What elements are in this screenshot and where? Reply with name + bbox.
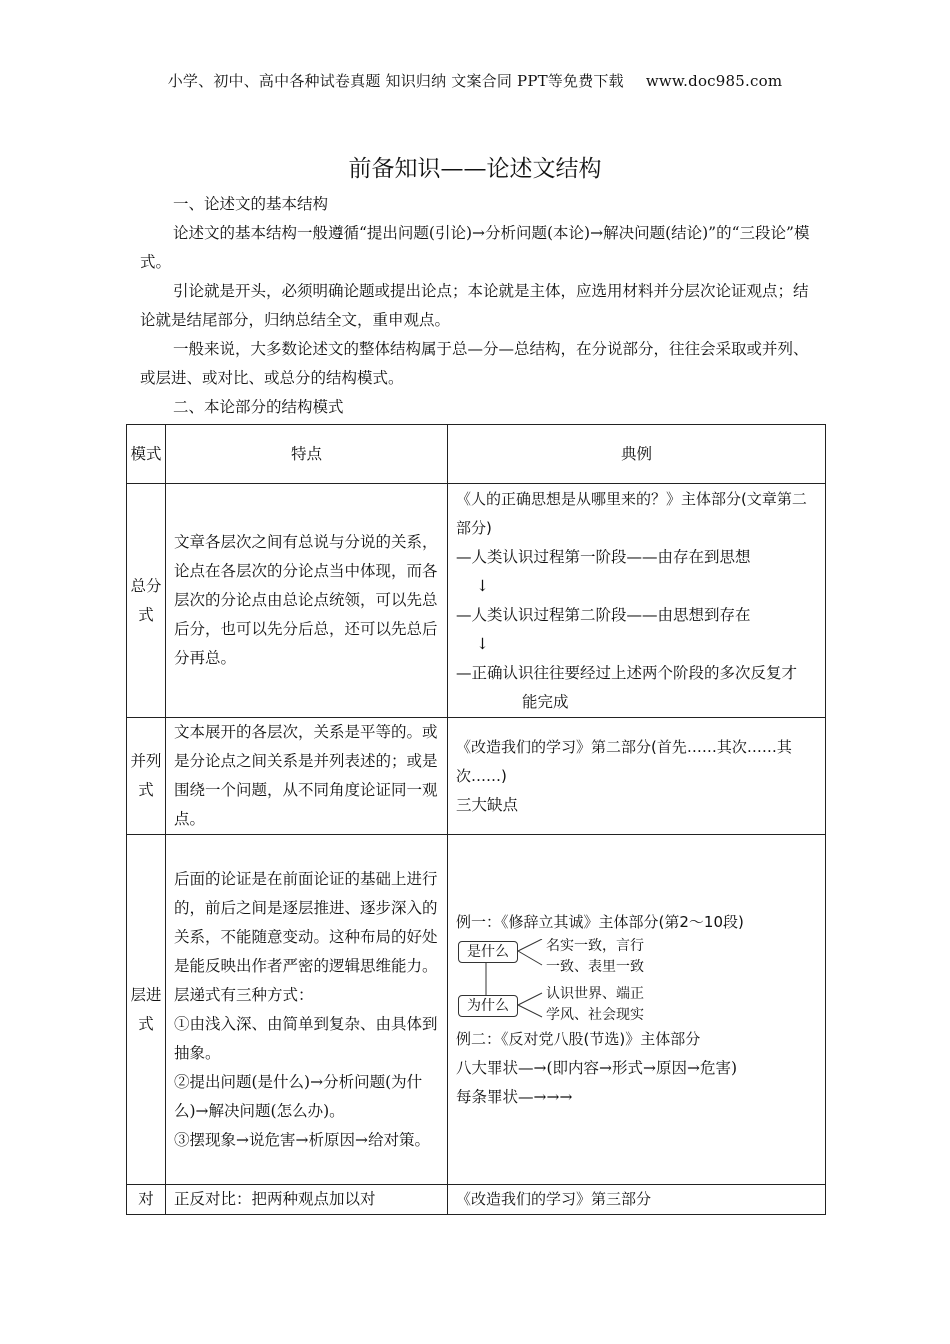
down-arrow-icon: ↓ bbox=[476, 576, 489, 595]
feature-cengjin-p1: 后面的论证是在前面论证的基础上进行的，前后之间是逐层推进、逐步深入的关系，不能随意变动。这种布局的好处是能反映出作者严密的逻辑思维能力。 bbox=[174, 869, 438, 975]
table-header-row bbox=[127, 425, 826, 484]
mode-zongfen: 总分式 bbox=[127, 484, 166, 718]
diagram-what-text2: 一致、表里一致 bbox=[546, 958, 644, 975]
table-row-zongfen bbox=[127, 484, 826, 718]
header-feature: 特点 bbox=[166, 425, 448, 484]
feature-cengjin-p5: ③摆现象→说危害→析原因→给对策。 bbox=[174, 1130, 430, 1149]
example-zongfen-line1: —人类认识过程第一阶段——由存在到思想 bbox=[456, 547, 751, 566]
table-row-binglie bbox=[127, 718, 826, 835]
section1-paragraph-1: 论述文的基本结构一般遵循“提出问题(引论)→分析问题(本论)→解决问题(结论)”的“三段论”模式。 bbox=[140, 224, 810, 271]
example-zongfen-line2: —人类认识过程第二阶段——由思想到存在 bbox=[456, 605, 751, 624]
example-zongfen bbox=[448, 484, 826, 718]
example-binglie bbox=[448, 718, 826, 835]
example-zongfen-line3a: —正确认识往往要经过上述两个阶段的多次反复才 bbox=[456, 663, 798, 682]
feature-cengjin-p3: ①由浅入深、由简单到复杂、由具体到抽象。 bbox=[174, 1014, 438, 1062]
diagram-what-text1: 名实一致，言行 bbox=[546, 937, 644, 954]
cengjin-diagram bbox=[456, 939, 817, 1023]
table-row-duibi bbox=[127, 1185, 826, 1215]
example-cengjin-ex2-line1: 八大罪状—→(即内容→形式→原因→危害) bbox=[456, 1058, 738, 1077]
example-zongfen-title: 《人的正确思想是从哪里来的？》主体部分(文章第二部分) bbox=[456, 489, 807, 537]
header-url[interactable]: www.doc985.com bbox=[645, 72, 783, 90]
diagram-box-what: 是什么 bbox=[458, 941, 518, 963]
down-arrow-icon: ↓ bbox=[476, 634, 489, 653]
example-cengjin bbox=[448, 835, 826, 1185]
feature-duibi: 正反对比：把两种观点加以对 bbox=[166, 1185, 448, 1215]
example-binglie-body: 三大缺点 bbox=[456, 795, 519, 814]
header-mode: 模式 bbox=[127, 425, 166, 484]
table-row-cengjin bbox=[127, 835, 826, 1185]
feature-cengjin-p2: 层递式有三种方式： bbox=[174, 985, 314, 1004]
section1-paragraph-2: 引论就是开头，必须明确论题或提出论点；本论就是主体，应选用材料并分层次论证观点；结论就是结尾部分，归纳总结全文，重申观点。 bbox=[140, 282, 809, 329]
feature-cengjin-p4: ②提出问题(是什么)→分析问题(为什么)→解决问题(怎么办)。 bbox=[174, 1072, 423, 1120]
header-example: 典例 bbox=[448, 425, 826, 484]
structure-table bbox=[126, 424, 826, 1215]
example-binglie-title: 《改造我们的学习》第二部分(首先……其次……其次……) bbox=[456, 737, 792, 785]
mode-cengjin: 层进式 bbox=[127, 835, 166, 1185]
feature-cengjin bbox=[166, 835, 448, 1185]
example-cengjin-ex2-line2: 每条罪状—→→→ bbox=[456, 1087, 573, 1106]
diagram-box-why: 为什么 bbox=[458, 995, 518, 1017]
example-cengjin-ex2-title: 例二：《反对党八股(节选)》主体部分 bbox=[456, 1029, 701, 1048]
example-duibi-title: 《改造我们的学习》第三部分 bbox=[448, 1185, 826, 1215]
feature-zongfen: 文章各层次之间有总说与分说的关系，论点在各层次的分论点当中体现，而各层次的分论点由总论点统领，可以先总后分，也可以先分后总，还可以先总后分再总。 bbox=[166, 484, 448, 718]
example-cengjin-ex1-title: 例一：《修辞立其诚》主体部分(第2～10段) bbox=[456, 912, 744, 931]
header-left-text: 小学、初中、高中各种试卷真题 知识归纳 文案合同 PPT等免费下载 bbox=[167, 72, 624, 90]
section1-paragraph-3: 一般来说，大多数论述文的整体结构属于总—分—总结构，在分说部分，往往会采取或并列、或层进、或对比、或总分的结构模式。 bbox=[140, 340, 809, 387]
diagram-why-text2: 学风、社会现实 bbox=[546, 1006, 644, 1023]
example-zongfen-line3b: 能完成 bbox=[522, 692, 569, 711]
page-header bbox=[0, 70, 950, 91]
section2-heading: 二、本论部分的结构模式 bbox=[173, 398, 344, 416]
page-title: 前备知识——论述文结构 bbox=[348, 156, 602, 182]
diagram-why-text1: 认识世界、端正 bbox=[546, 985, 644, 1002]
feature-binglie: 文本展开的各层次，关系是平等的。或是分论点之间关系是并列表述的；或是围绕一个问题，从不同角度论证同一观点。 bbox=[166, 718, 448, 835]
mode-binglie: 并列式 bbox=[127, 718, 166, 835]
section1-heading: 一、论述文的基本结构 bbox=[173, 195, 329, 213]
mode-duibi: 对 bbox=[127, 1185, 166, 1215]
